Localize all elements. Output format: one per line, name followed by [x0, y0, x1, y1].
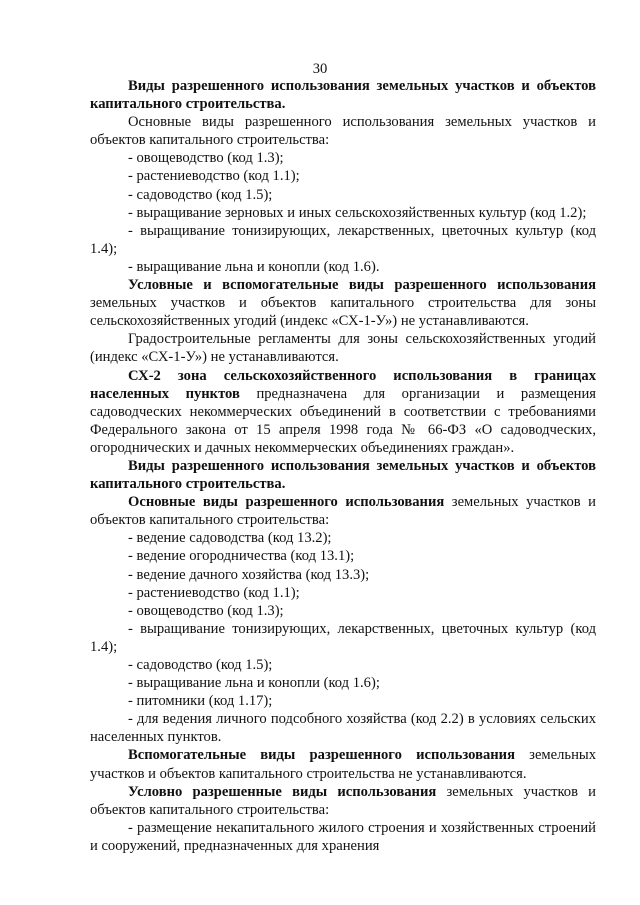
bold-lead: Условные и вспомогательные виды разрешенного использования — [128, 277, 596, 294]
list-item: - питомники (код 1.17); — [128, 693, 273, 710]
list-item: - садоводство (код 1.5); — [128, 657, 273, 673]
section-heading: Виды разрешенного использования земельных участков и объектов капитального строительства. — [90, 78, 596, 113]
paragraph — [90, 746, 596, 782]
paragraph-text: земельных участков и объектов капитального строительства: — [90, 783, 596, 818]
paragraph-text: земельных участков и объектов капитального строительства: — [90, 494, 596, 529]
bold-lead: СХ-2 зона сельскохозяйственного использования в границах населенных пунктов — [90, 367, 596, 402]
usage-list — [90, 529, 596, 746]
paragraph-text: земельных участков и объектов капитального строительства не устанавливаются. — [90, 747, 596, 782]
bold-lead: Вспомогательные виды разрешенного использования — [128, 747, 515, 764]
paragraph-text: земельных участков и объектов капитального строительства для зоны сельскохозяйственных угодий (индекс «СХ-1-У») не устанавливаются. — [90, 295, 596, 330]
list-item: - выращивание льна и конопли (код 1.6); — [128, 675, 380, 692]
document-body — [90, 77, 596, 855]
list-item: - выращивание зерновых и иных сельскохозяйственных культур (код 1.2); — [128, 204, 587, 221]
paragraph — [90, 783, 596, 819]
bold-lead: Основные виды разрешенного использования — [128, 494, 445, 511]
page-number: 30 — [312, 61, 328, 77]
paragraph: Градостроительные регламенты для зоны сельскохозяйственных угодий (индекс «СХ-1-У») не устанавливаются. — [90, 331, 596, 366]
section-heading: Виды разрешенного использования земельных участков и объектов капитального строительства. — [90, 457, 596, 493]
bold-lead: Условно разрешенные виды использования — [128, 783, 437, 800]
list-item: - для ведения личного подсобного хозяйства (код 2.2) в условиях сельских населенных пунктов. — [90, 711, 596, 746]
list-item: - садоводство (код 1.5); — [128, 186, 273, 203]
usage-list — [90, 149, 596, 276]
list-item: - овощеводство (код 1.3); — [128, 150, 284, 167]
list-item: - растениеводство (код 1.1); — [128, 168, 300, 185]
list-item: - выращивание тонизирующих, лекарственных, цветочных культур (код 1.4); — [90, 222, 596, 257]
list-item: - ведение огородничества (код 13.1); — [128, 548, 355, 565]
paragraph — [90, 367, 596, 457]
list-item: - растениеводство (код 1.1); — [128, 584, 300, 601]
usage-list — [90, 819, 596, 855]
paragraph — [90, 276, 596, 330]
list-item: - выращивание льна и конопли (код 1.6). — [128, 258, 380, 275]
paragraph-text: предназначена для организации и размещения садоводческих некоммерческих объединений в соответствии с требованиями Федерального закона от 15 апреля 1998 года № 66-ФЗ «О садоводческих, огороднических и дачных некоммерческих объединениях граждан». — [90, 385, 596, 456]
paragraph: Основные виды разрешенного использования земельных участков и объектов капитального строительства: — [90, 114, 596, 149]
list-item: - ведение садоводства (код 13.2); — [128, 530, 332, 547]
list-item: - выращивание тонизирующих, лекарственных, цветочных культур (код 1.4); — [90, 620, 596, 655]
list-item: - ведение дачного хозяйства (код 13.3); — [128, 566, 370, 583]
paragraph — [90, 493, 596, 529]
list-item: - размещение некапитального жилого строения и хозяйственных строений и сооружений, предназначенных для хранения — [90, 819, 596, 854]
list-item: - овощеводство (код 1.3); — [128, 602, 284, 619]
